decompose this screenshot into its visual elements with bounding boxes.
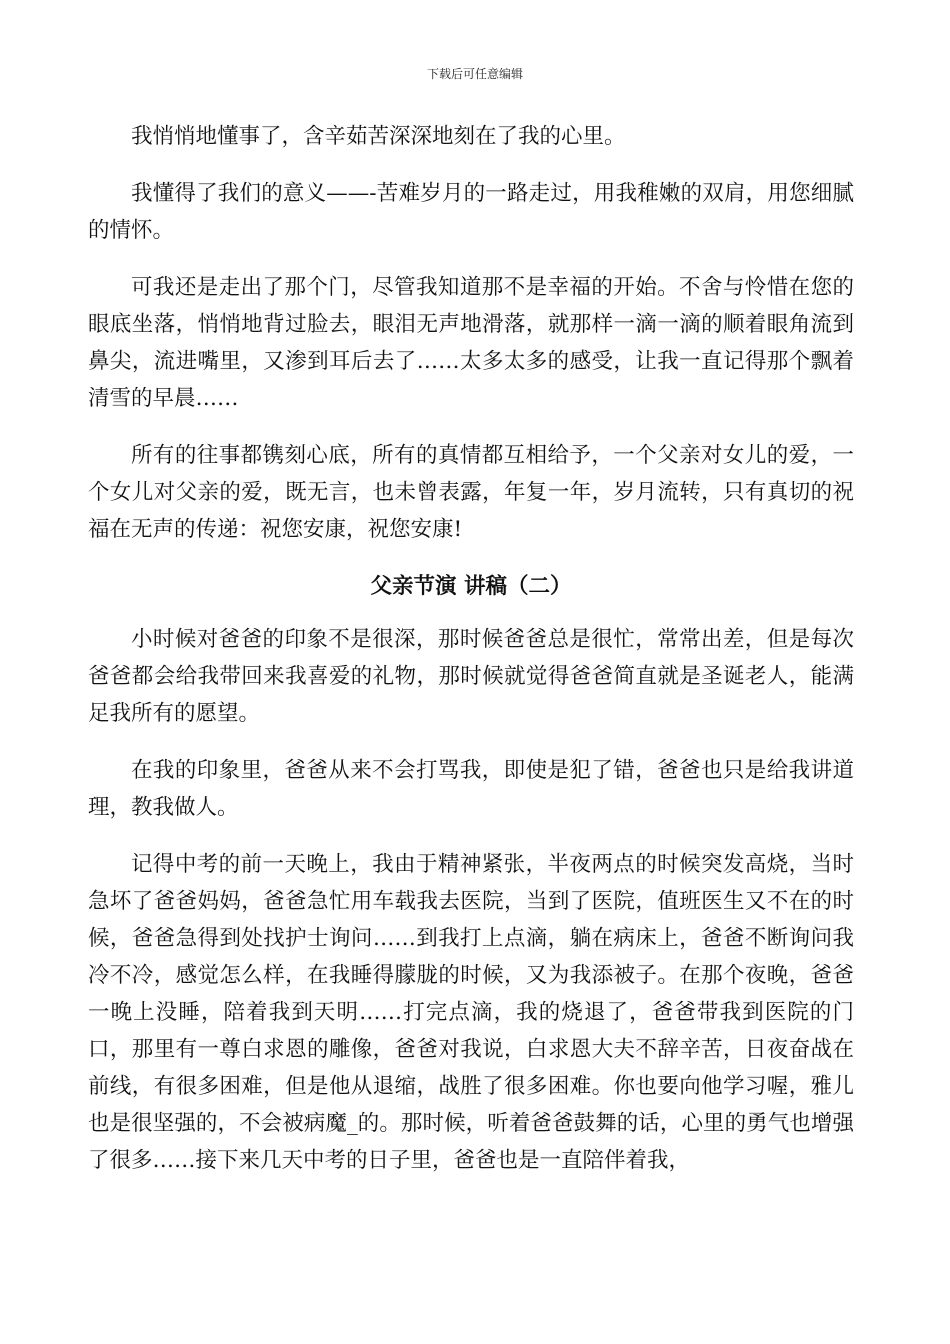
paragraph: 小时候对爸爸的印象不是很深，那时候爸爸总是很忙，常常出差，但是每次爸爸都会给我带回来我喜爱的礼物，那时候就觉得爸爸简直就是圣诞老人，能满足我所有的愿望。 [88,627,854,726]
section-title: 父亲节演 讲稿（二） [370,574,572,599]
paragraph: 我悄悄地懂事了，含辛茹苦深深地刻在了我的心里。 [131,124,626,149]
paragraph: 可我还是走出了那个门，尽管我知道那不是幸福的开始。不舍与怜惜在您的眼底坐落，悄悄地背过脸去，眼泪无声地滑落，就那样一滴一滴的顺着眼角流到鼻尖，流进嘴里，又渗到耳后去了……太多太多的感受，让我一直记得那个飘着清雪的早晨…… [88,275,854,411]
document-body [88,118,854,1199]
paragraph: 所有的往事都镌刻心底，所有的真情都互相给予，一个父亲对女儿的爱，一个女儿对父亲的爱，既无言，也未曾表露，年复一年，岁月流转，只有真切的祝福在无声的传递：祝您安康，祝您安康! [88,443,854,542]
page-header-note: 下载后可任意编辑 [426,67,523,81]
paragraph: 我懂得了我们的意义——-苦难岁月的一路走过，用我稚嫩的双肩，用您细腻的情怀。 [88,181,854,243]
paragraph: 记得中考的前一天晚上，我由于精神紧张，半夜两点的时候突发高烧，当时急坏了爸爸妈妈，爸爸急忙用车载我去医院，当到了医院，值班医生又不在的时候，爸爸急得到处找护士询问……到我打上点滴，躺在病床上，爸爸不断询问我冷不冷，感觉怎么样，在我睡得朦胧的时候，又为我添被子。在那个夜晚，爸爸一晚上没睡，陪着我到天明……打完点滴，我的烧退了，爸爸带我到医院的门口，那里有一尊白求恩的雕像，爸爸对我说，白求恩大夫不辞辛苦，日夜奋战在前线，有很多困难，但是他从退缩，战胜了很多困难。你也要向他学习喔，雅儿也是很坚强的，不会被病魔_的。那时候，听着爸爸鼓舞的话，心里的勇气也增强了很多……接下来几天中考的日子里，爸爸也是一直陪伴着我， [88,852,854,1173]
paragraph: 在我的印象里，爸爸从来不会打骂我，即使是犯了错，爸爸也只是给我讲道理，教我做人。 [88,758,854,820]
